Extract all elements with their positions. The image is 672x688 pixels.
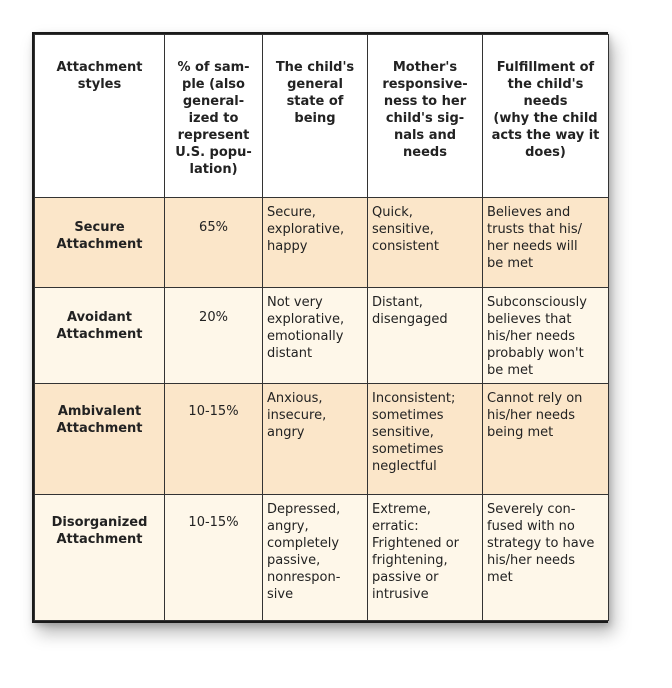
header-label: Mother's responsive- ness to her child's sig- nals and needs xyxy=(382,60,468,160)
header-label: Attachment styles xyxy=(56,60,143,92)
percent-value: 20% xyxy=(199,310,228,325)
table-row xyxy=(35,495,609,621)
percent-value: 10-15% xyxy=(188,404,239,419)
attachment-style-label: Ambivalent Attachment xyxy=(56,404,143,436)
attachment-style-label: Disorganized Attachment xyxy=(51,515,148,547)
attachment-style-label: Secure Attachment xyxy=(56,220,143,252)
header-row xyxy=(35,35,609,198)
attachment-style-cell xyxy=(35,288,165,384)
table-row xyxy=(35,288,609,384)
header-label: % of sam- ple (also general- ized to represent U.S. popu- lation) xyxy=(175,60,252,177)
attachment-style-cell xyxy=(35,198,165,288)
fulfillment-text: Subconsciously believes that his/her needs probably won't be met xyxy=(487,295,587,378)
table-row xyxy=(35,198,609,288)
child-state-cell xyxy=(263,198,368,288)
header-child-state xyxy=(263,35,368,198)
fulfillment-cell xyxy=(483,495,609,621)
mother-responsiveness-cell xyxy=(368,495,483,621)
child-state-cell xyxy=(263,384,368,495)
mother-responsiveness-cell xyxy=(368,384,483,495)
fulfillment-cell xyxy=(483,288,609,384)
attachment-styles-table xyxy=(34,34,609,621)
percent-cell xyxy=(165,288,263,384)
header-label: Fulfillment of the child's needs (why the child acts the way it does) xyxy=(491,60,600,160)
percent-value: 10-15% xyxy=(188,515,239,530)
header-fulfillment xyxy=(483,35,609,198)
child-state-text: Not very explorative, emotionally distant xyxy=(267,295,345,361)
attachment-style-cell xyxy=(35,495,165,621)
attachment-styles-table-frame xyxy=(32,32,608,623)
percent-cell xyxy=(165,384,263,495)
header-mother-responsiveness xyxy=(368,35,483,198)
mother-responsiveness-cell xyxy=(368,288,483,384)
fulfillment-cell xyxy=(483,384,609,495)
fulfillment-text: Believes and trusts that his/ her needs will be met xyxy=(487,205,582,271)
child-state-text: Secure, explorative, happy xyxy=(267,205,345,254)
child-state-cell xyxy=(263,495,368,621)
mother-responsiveness-text: Distant, disengaged xyxy=(372,295,448,327)
attachment-style-label: Avoidant Attachment xyxy=(56,310,143,342)
child-state-cell xyxy=(263,288,368,384)
percent-cell xyxy=(165,198,263,288)
child-state-text: Anxious, insecure, angry xyxy=(267,391,327,440)
mother-responsiveness-cell xyxy=(368,198,483,288)
table-row xyxy=(35,384,609,495)
attachment-style-cell xyxy=(35,384,165,495)
header-attachment-styles xyxy=(35,35,165,198)
header-percent-of-sample xyxy=(165,35,263,198)
header-label: The child's general state of being xyxy=(275,60,355,126)
mother-responsiveness-text: Quick, sensitive, consistent xyxy=(372,205,439,254)
percent-value: 65% xyxy=(199,220,228,235)
percent-cell xyxy=(165,495,263,621)
fulfillment-text: Severely con- fused with no strategy to have his/her needs met xyxy=(487,502,595,585)
fulfillment-cell xyxy=(483,198,609,288)
fulfillment-text: Cannot rely on his/her needs being met xyxy=(487,391,583,440)
child-state-text: Depressed, angry, completely passive, nonrespon- sive xyxy=(267,502,341,602)
mother-responsiveness-text: Inconsistent; sometimes sensitive, sometimes neglectful xyxy=(372,391,456,474)
mother-responsiveness-text: Extreme, erratic: Frightened or frightening, passive or intrusive xyxy=(372,502,459,602)
